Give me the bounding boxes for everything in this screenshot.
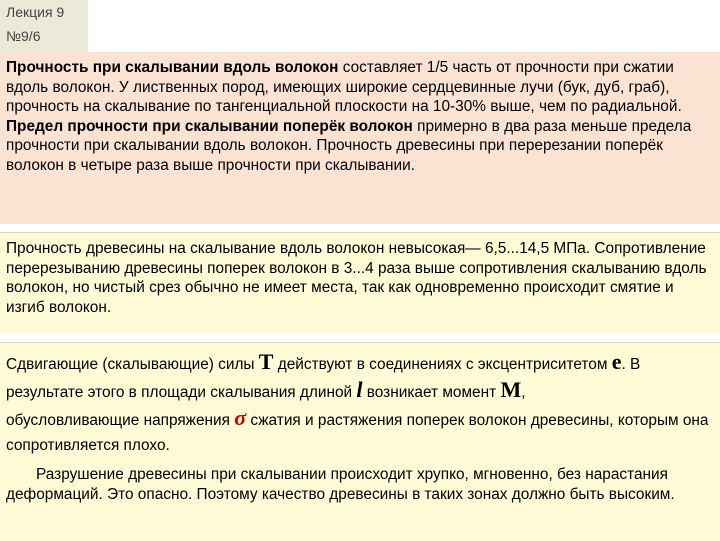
lecture-header: [0, 0, 88, 52]
shear-strength-block: [0, 52, 720, 224]
symbol-e: e: [611, 349, 622, 374]
shear-along-text: составляет 1/5 часть от прочности при сжатии вдоль волокон. У лиственных пород, имеющих широкие сердцевинные лучи (бук, дуб, граб), прочность на скалывание по тангенциальной плоскости на 10-30% выше, чем по радиальной.: [6, 59, 682, 116]
shear-values-block: [0, 232, 720, 333]
shear-across-text: примерно в два раза меньше предела прочности при скалывании вдоль волокон. Прочность древесины при перерезании поперёк волокон в четыре раза выше прочности при скалывании.: [6, 117, 692, 174]
shear-along-heading: Прочность при скалывании вдоль волокон: [6, 59, 339, 76]
shear-values-paragraph: Прочность древесины на скалывание вдоль волокон невысокая— 6,5...14,5 МПа. Сопротивление перерезыванию древесины поперек волокон в 3...4 раза выше сопротивления скалыванию вдоль волокон, но чистый срез обычно не имеет места, так как одновременно происходит смятие и изгиб волокон.: [6, 240, 707, 316]
shear-strength-paragraph: [6, 58, 714, 176]
forces-text-2: действуют в соединениях с эксцентриситетом: [273, 356, 608, 373]
symbol-l: l: [356, 377, 363, 402]
brittle-failure-text: Разрушение древесины при скалывании происходит хрупко, мгновенно, без нарастания деформаций. Это опасно. Поэтому качество древесины в таких зонах должно быть высоким.: [6, 466, 675, 503]
shear-forces-block: [0, 342, 720, 541]
forces-text-3: . В результате этого в площади скалывания длиной: [6, 356, 641, 401]
forces-text-4: возникает момент: [362, 384, 501, 401]
forces-text-6: обусловливающие напряжения: [6, 412, 235, 429]
forces-text-1: Сдвигающие (скалывающие) силы: [6, 356, 259, 373]
brittle-failure-paragraph: [6, 465, 714, 505]
lecture-title: Лекция 9: [6, 4, 65, 20]
symbol-sigma: σ: [234, 405, 247, 430]
symbol-T: T: [258, 349, 274, 374]
forces-text-7: сжатия и растяжения поперек волокон древесины, которым она сопротивляется плохо.: [6, 412, 709, 454]
shear-across-heading: Предел прочности при скалывании поперёк волокон: [6, 117, 413, 135]
symbol-M: M: [500, 377, 522, 402]
shear-forces-paragraph: [6, 349, 714, 458]
slide-number: №9/6: [6, 28, 41, 44]
forces-text-5: ,: [521, 384, 526, 401]
